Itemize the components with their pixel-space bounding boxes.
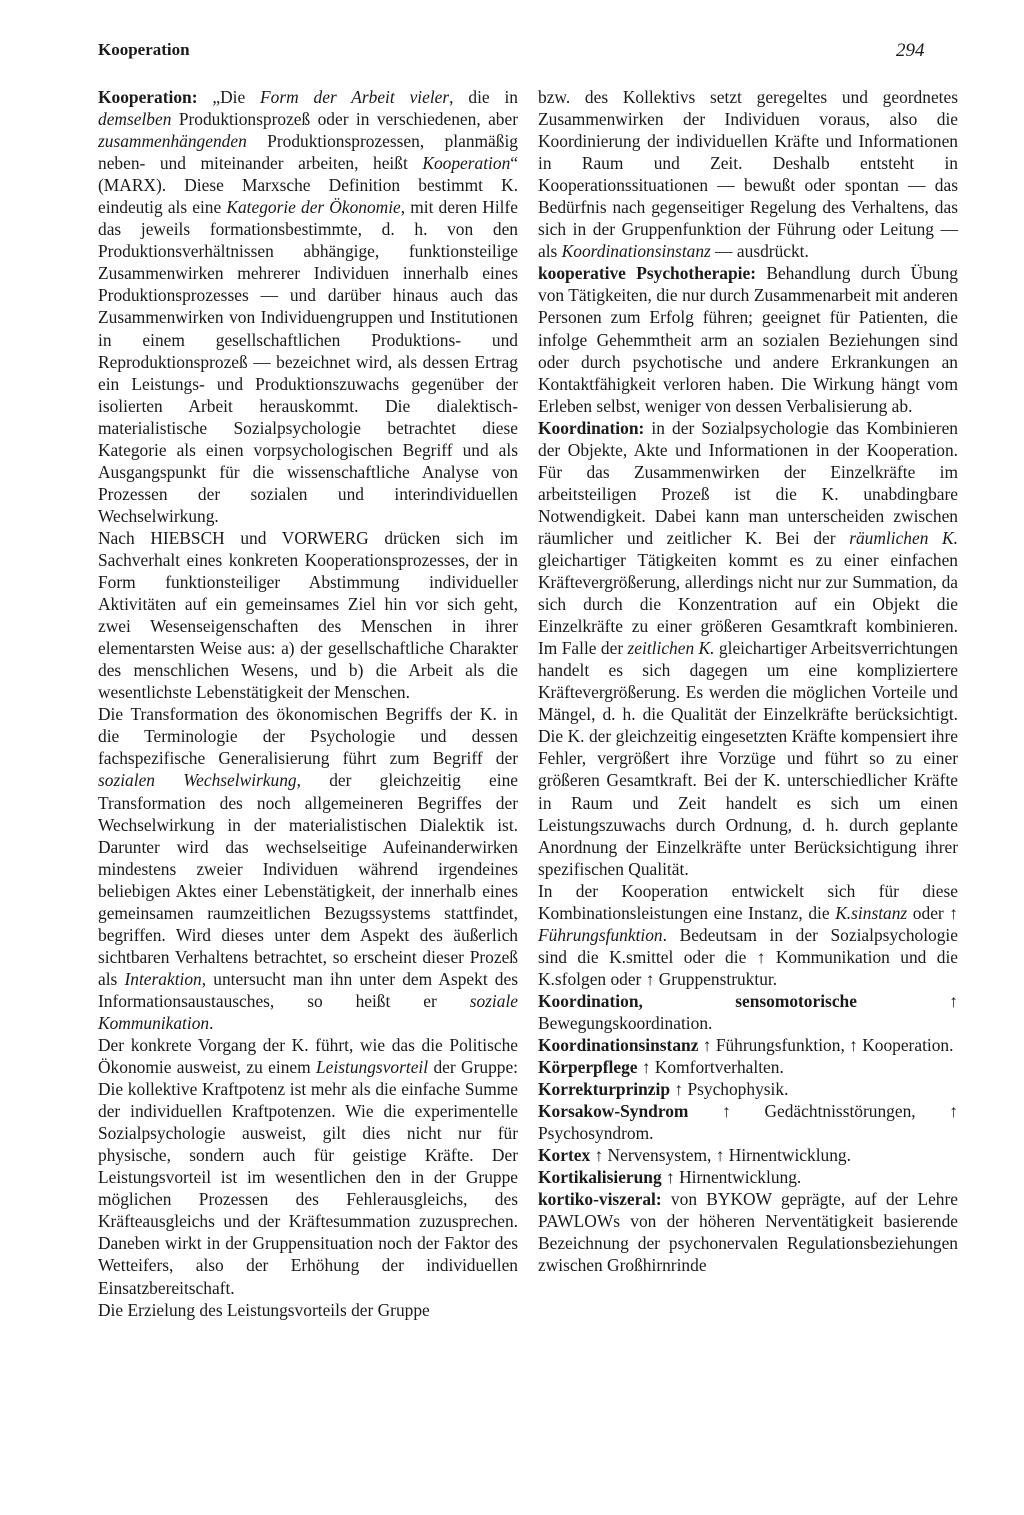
text-run: von BYKOW geprägte, auf der Lehre PAWLOWs von der höheren Nerventätigkeit basierende Bezeichnung der psychonervalen Regulationsbeziehungen zwischen Großhirnrinde <box>538 1189 958 1276</box>
lemma: Korrekturprinzip <box>538 1079 671 1100</box>
text-run: In der Kooperation entwickelt sich für diese Kombinationsleistungen eine Instanz, die <box>538 880 958 923</box>
paragraph-kombinationsleistungen <box>538 880 958 990</box>
emphasis: Kategorie der Ökonomie <box>226 197 401 218</box>
text-run: gleichartiger Tätigkeiten kommt es zu einer einfachen Kräftevergrößerung, allerdings nicht nur zur Summation, da sich durch die Konzentration auf ein Objekt die Einzelkräfte zu einer größeren Gesamtkraft kombinieren. Im Falle der <box>538 549 958 659</box>
text-run: Nach HIEBSCH und VORWERG drücken sich im Sachverhalt eines konkreten Kooperationsprozesses, der in Form funktionsteiliger Abstimmung individueller Aktivitäten auf ein gemeinsames Ziel hin vor sich geht, zwei Wesenseigenschaften des Menschen in ihrer elementarsten Weise aus: a) der gesellschaftliche Charakter des menschlichen Wesens, und b) die Arbeit als die wesentlichste Lebenstätigkeit der Menschen. <box>98 527 518 703</box>
emphasis: Koordinationsinstanz <box>561 241 711 262</box>
left-column <box>98 86 518 1321</box>
emphasis: K.sinstanz <box>835 902 908 923</box>
lemma: kooperative Psychotherapie: <box>538 263 757 284</box>
emphasis: Leistungsvorteil <box>316 1057 429 1078</box>
text-run: Die Erzielung des Leistungsvorteils der Gruppe <box>98 1299 430 1320</box>
emphasis: demselben <box>98 109 172 130</box>
paragraph-kollektiv-continuation <box>538 86 958 262</box>
lemma: kortiko-viszeral: <box>538 1189 662 1210</box>
lemma: Kortex <box>538 1145 591 1166</box>
text-run: , der gleichzeitig eine Transformation des noch allgemeineren Begriffes der Wechselwirkung in der materialistischen Dialektik ist. Darunter wird das wechselseitige Aufeinanderwirken mindestens zweier Individuen während irgendeines beliebigen Aktes einer Lebenstätigkeit, der innerhalb eines gemeinsamen raumzeitlichen Bezugssystems stattfindet, begriffen. Wird dieses unter dem Aspekt des äußerlich sichtbaren Verhaltens betrachtet, so erscheint dieser Prozeß als <box>98 770 518 989</box>
emphasis: soziale Kommunikation <box>98 990 518 1033</box>
entry-koordinationsinstanz <box>538 1034 958 1056</box>
text-run: Die Transformation des ökonomischen Begriffs der K. in die Terminologie der Psychologie und dessen fachspezifische Generalisierung führt zum Begriff der <box>98 704 518 769</box>
entry-koordination-sensomotorische <box>538 990 958 1034</box>
entry-kooperation-definition <box>98 86 518 527</box>
text-run: der Gruppe: Die kollektive Kraftpotenz ist mehr als die einfache Summe der individuellen Kraftpotenzen. Wie die experimentelle Sozialpsychologie ausweist, gilt dies nicht nur für physische, sondern auch für geistige Kräfte. Der Leistungsvorteil ist im wesentlichen den in der Gruppe möglichen Prozessen des Fehlerausgleichs, des Kräfteausgleichs und der Kräftesummation zuzusprechen. Daneben wirkt in der Gruppensituation noch der Faktor des Wetteifers, also der Erhöhung der individuellen Einsatzbereitschaft. <box>98 1057 519 1298</box>
text-run: “ (MARX). Diese Marxsche Definition bestimmt K. eindeutig als eine <box>98 153 518 218</box>
entry-koordination <box>538 417 958 880</box>
entry-korrekturprinzip <box>538 1078 958 1100</box>
text-run: Der konkrete Vorgang der K. führt, wie das die Politische Ökonomie ausweist, zu einem <box>98 1035 518 1078</box>
lemma: Koordinationsinstanz <box>538 1035 699 1056</box>
entry-kortikalisierung <box>538 1166 958 1188</box>
emphasis: sozialen Wechselwirkung <box>98 770 297 791</box>
entry-kortiko-viszeral <box>538 1188 958 1276</box>
text-run: Produktionsprozeß oder in verschiedenen, aber <box>171 109 518 130</box>
text-run: bzw. des Kollektivs setzt geregeltes und geordnetes Zusammenwirken der Individuen voraus, also die Koordinierung der individuellen Kräfte und Informationen in Raum und Zeit. Deshalb entsteht in Kooperationssituationen — bewußt oder spontan — das Bedürfnis nach gegenseitiger Regelung des Verhaltens, das sich in der Gruppenfunktion der Führung oder Leitung — als <box>538 87 958 262</box>
emphasis: Kooperation <box>422 153 511 174</box>
text-run: , untersucht man ihn unter dem Aspekt des Informationsaustausches, so heißt er <box>98 968 518 1011</box>
entry-koerperpflege <box>538 1056 958 1078</box>
emphasis: zeitlichen K. <box>627 638 715 659</box>
text-run: Produktionsprozessen, planmäßig neben- und miteinander arbeiten, heißt <box>98 131 518 174</box>
emphasis: zusammenhängenden <box>98 131 247 152</box>
right-column <box>538 86 958 1277</box>
emphasis: Führungsfunktion <box>538 924 663 945</box>
lemma: Koordination, sensomotorische <box>538 990 857 1011</box>
text-run: Behandlung durch Übung von Tätigkeiten, die nur durch Zusammenarbeit mit anderen Personen zum Erfolg führen; geeignet für Patienten, die infolge Gehemmtheit arm an sozialen Beziehungen sind oder durch psychotische und andere Erkrankungen an Kontaktfähigkeit verloren haben. Die Wirkung hängt vom Erleben selbst, weniger von dessen Verbalisierung ab. <box>538 263 958 416</box>
lemma: Körperpflege <box>538 1057 638 1078</box>
text-run: ↑ Psychophysik. <box>670 1079 789 1100</box>
text-run: ↑ Komfortverhalten. <box>637 1057 784 1078</box>
running-head: Kooperation <box>98 40 190 59</box>
text-run: gleichartiger Arbeitsverrichtungen handelt es sich dagegen um eine kompliziertere Kräftevergrößerung. Es werden die möglichen Vorteile und Mängel, d. h. die Qualität der Einzelkräfte berücksichtigt. Die K. der gleichzeitig eingesetzten Kräfte kompensiert ihre Fehler, vergrößert ihre Vorzüge und führt so zu einer größeren Gesamtkraft. Bei der K. unterschiedlicher Kräfte in Raum und Zeit handelt es sich um einen Leistungszuwachs durch Ordnung, d. h. durch geplante Anordnung der Einzelkräfte unter Berücksichtigung ihrer spezifischen Qualität. <box>538 638 959 879</box>
lemma: Kooperation: <box>98 87 198 107</box>
entry-kortex <box>538 1144 958 1166</box>
text-run: in der Sozialpsychologie das Kombinieren der Objekte, Akte und Informationen in der Kooperation. Für das Zusammenwirken der Einzelkräfte im arbeitsteiligen Prozeß ist die K. unabdingbare Notwendigkeit. Dabei kann man unterscheiden zwischen räumlicher und zeitlicher K. Bei der <box>538 417 958 548</box>
paragraph-transformation <box>98 703 518 1034</box>
entry-kooperative-psychotherapie <box>538 262 958 416</box>
paragraph-erzielung <box>98 1299 518 1321</box>
text-run: . Bedeutsam in der Sozialpsychologie sind die K.smittel oder die ↑ Kommunikation und die K.sfolgen oder ↑ Gruppenstruktur. <box>538 924 958 989</box>
emphasis: Form der Arbeit vieler <box>260 87 450 107</box>
text-run: ↑ Hirnentwicklung. <box>661 1167 802 1188</box>
text-run: . <box>209 1012 214 1033</box>
text-run: oder ↑ <box>907 902 958 923</box>
lemma: Koordination: <box>538 417 645 438</box>
text-run: — ausdrückt. <box>710 241 809 262</box>
page-number: 294 <box>896 40 925 61</box>
lemma: Kortikalisierung <box>538 1167 662 1188</box>
paragraph-leistungsvorteil <box>98 1034 518 1299</box>
emphasis: Interaktion <box>124 968 202 989</box>
text-run: „Die <box>197 87 261 107</box>
paragraph-hiebsch-vorwerg <box>98 527 518 703</box>
text-run: ↑ Nervensystem, ↑ Hirnentwicklung. <box>590 1145 851 1166</box>
emphasis: räumlichen K. <box>849 527 958 548</box>
text-run: , mit deren Hilfe das jeweils formationsbestimmte, d. h. von den Produktionsverhältnissen abhängige, funktionsteilige Zusammenwirken mehrerer Individuen innerhalb eines Produktionsprozesses — und darüber hinaus auch das Zusammenwirken von Individuengruppen und Institutionen in einem gesellschaftlichen Produktions- und Reproduktionsprozeß — bezeichnet wird, als dessen Ertrag ein Leistungs- und Produktionszuwachs gegenüber der isolierten Arbeit herauskommt. Die dialektisch-materialistische Sozialpsychologie betrachtet diese Kategorie als einen vorpsychologischen Begriff und als Ausgangspunkt für die wissenschaftliche Analyse von Prozessen der sozialen und interindividuellen Wechselwirkung. <box>98 197 519 526</box>
text-run: ↑ Gedächtnisstörungen, ↑ Psychosyndrom. <box>538 1101 958 1144</box>
text-run: ↑ Bewegungskoordination. <box>538 990 958 1033</box>
lemma: Korsakow-Syndrom <box>538 1101 689 1122</box>
text-run: ↑ Führungsfunktion, ↑ Kooperation. <box>698 1035 954 1056</box>
entry-korsakow-syndrom <box>538 1100 958 1144</box>
text-run: , die in <box>449 87 518 107</box>
